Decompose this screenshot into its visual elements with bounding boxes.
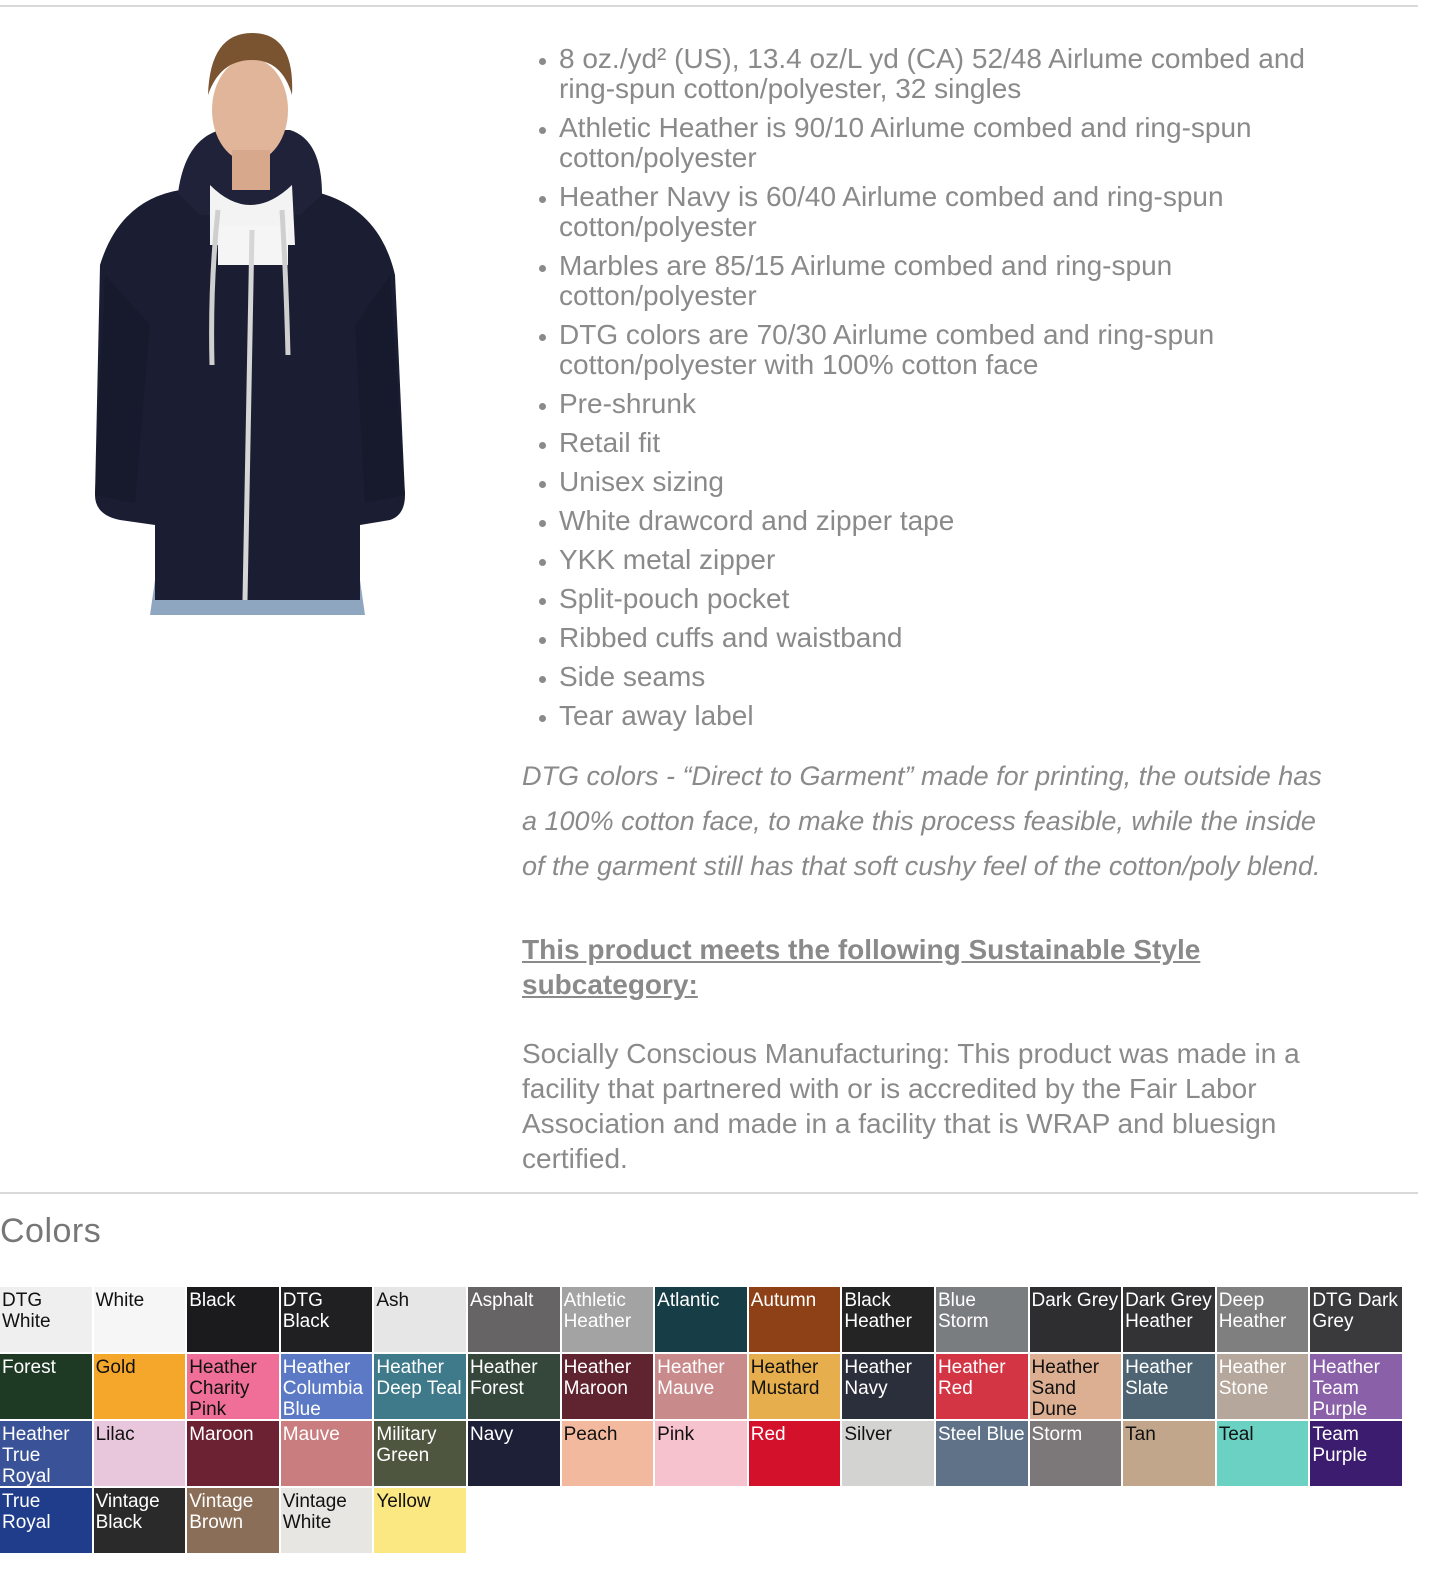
sustainability-heading: This product meets the following Sustainable Style subcategory: <box>522 934 1201 1000</box>
color-swatch[interactable]: Asphalt <box>468 1287 560 1352</box>
color-swatch[interactable]: Ash <box>374 1287 466 1352</box>
color-swatch[interactable]: Dark Grey Heather <box>1123 1287 1215 1352</box>
color-swatch[interactable]: Heather Stone <box>1217 1354 1309 1419</box>
color-swatch[interactable]: Maroon <box>187 1421 279 1486</box>
color-swatch[interactable]: Silver <box>842 1421 934 1486</box>
sustainability-description: Socially Conscious Manufacturing: This product was made in a facility that partnered with or is accredited by the Fair Labor Association and made in a facility that is WRAP and bluesign certified. <box>522 1038 1300 1174</box>
color-swatch[interactable]: Teal <box>1217 1421 1309 1486</box>
color-swatch[interactable]: Yellow <box>374 1488 466 1553</box>
colors-heading: Colors <box>0 1212 102 1250</box>
color-swatch-grid <box>0 1287 1402 1553</box>
color-swatch[interactable]: Navy <box>468 1421 560 1486</box>
color-swatch[interactable]: Vintage Brown <box>187 1488 279 1553</box>
feature-item: • Retail fit <box>559 428 1359 458</box>
color-swatch[interactable]: DTG Dark Grey <box>1310 1287 1402 1352</box>
color-swatch[interactable]: Red <box>749 1421 841 1486</box>
color-swatch[interactable]: Heather Red <box>936 1354 1028 1419</box>
color-swatch[interactable]: Heather Columbia Blue <box>281 1354 373 1419</box>
feature-item: • Tear away label <box>559 701 1359 731</box>
color-swatch[interactable]: Blue Storm <box>936 1287 1028 1352</box>
feature-item: • DTG colors are 70/30 Airlume combed and ring-spun cotton/polyester with 100% cotton face <box>559 320 1359 380</box>
color-swatch[interactable]: DTG Black <box>281 1287 373 1352</box>
color-swatch[interactable]: Heather True Royal <box>0 1421 92 1486</box>
feature-item: • 8 oz./yd² (US), 13.4 oz/L yd (CA) 52/48 Airlume combed and ring-spun cotton/polyester, 32 singles <box>559 44 1359 104</box>
feature-list <box>522 44 1359 740</box>
color-swatch[interactable]: Heather Mauve <box>655 1354 747 1419</box>
section-divider <box>0 1192 1418 1194</box>
color-swatch[interactable]: Heather Mustard <box>749 1354 841 1419</box>
color-swatch[interactable]: Peach <box>562 1421 654 1486</box>
color-swatch[interactable]: Dark Grey <box>1030 1287 1122 1352</box>
feature-item: • White drawcord and zipper tape <box>559 506 1359 536</box>
color-swatch[interactable]: Deep Heather <box>1217 1287 1309 1352</box>
color-swatch[interactable]: Heather Sand Dune <box>1030 1354 1122 1419</box>
color-swatch[interactable]: Pink <box>655 1421 747 1486</box>
feature-item: • Athletic Heather is 90/10 Airlume combed and ring-spun cotton/polyester <box>559 113 1359 173</box>
color-swatch[interactable]: Heather Charity Pink <box>187 1354 279 1419</box>
color-swatch[interactable]: Atlantic <box>655 1287 747 1352</box>
color-swatch[interactable]: Forest <box>0 1354 92 1419</box>
color-swatch[interactable]: Athletic Heather <box>562 1287 654 1352</box>
dtg-note: DTG colors - “Direct to Garment” made for printing, the outside has a 100% cotton face, to make this process feasible, while the inside of the garment still has that soft cushy feel of the cotton/poly blend. <box>522 761 1322 881</box>
color-swatch[interactable]: Heather Maroon <box>562 1354 654 1419</box>
feature-item: • Side seams <box>559 662 1359 692</box>
color-swatch[interactable]: Military Green <box>374 1421 466 1486</box>
feature-item: • Unisex sizing <box>559 467 1359 497</box>
color-swatch[interactable]: Storm <box>1030 1421 1122 1486</box>
color-swatch[interactable]: Heather Deep Teal <box>374 1354 466 1419</box>
color-swatch[interactable]: Mauve <box>281 1421 373 1486</box>
color-swatch[interactable]: DTG White <box>0 1287 92 1352</box>
color-swatch[interactable]: Autumn <box>749 1287 841 1352</box>
color-swatch[interactable]: Team Purple <box>1310 1421 1402 1486</box>
color-swatch[interactable]: Vintage White <box>281 1488 373 1553</box>
feature-item: • Pre-shrunk <box>559 389 1359 419</box>
top-divider <box>0 5 1418 7</box>
color-swatch[interactable]: Lilac <box>94 1421 186 1486</box>
color-swatch[interactable]: Tan <box>1123 1421 1215 1486</box>
feature-item: • YKK metal zipper <box>559 545 1359 575</box>
color-swatch[interactable]: Gold <box>94 1354 186 1419</box>
color-swatch[interactable]: Black Heather <box>842 1287 934 1352</box>
product-photo <box>60 25 420 615</box>
color-swatch[interactable]: Heather Navy <box>842 1354 934 1419</box>
color-swatch[interactable]: Heather Slate <box>1123 1354 1215 1419</box>
color-swatch[interactable]: Heather Team Purple <box>1310 1354 1402 1419</box>
feature-item: • Marbles are 85/15 Airlume combed and ring-spun cotton/polyester <box>559 251 1359 311</box>
color-swatch[interactable]: True Royal <box>0 1488 92 1553</box>
color-swatch[interactable]: Vintage Black <box>94 1488 186 1553</box>
color-swatch[interactable]: Steel Blue <box>936 1421 1028 1486</box>
color-swatch[interactable]: Heather Forest <box>468 1354 560 1419</box>
feature-item: • Split-pouch pocket <box>559 584 1359 614</box>
feature-item: • Heather Navy is 60/40 Airlume combed and ring-spun cotton/polyester <box>559 182 1359 242</box>
color-swatch[interactable]: Black <box>187 1287 279 1352</box>
feature-item: • Ribbed cuffs and waistband <box>559 623 1359 653</box>
color-swatch[interactable]: White <box>94 1287 186 1352</box>
